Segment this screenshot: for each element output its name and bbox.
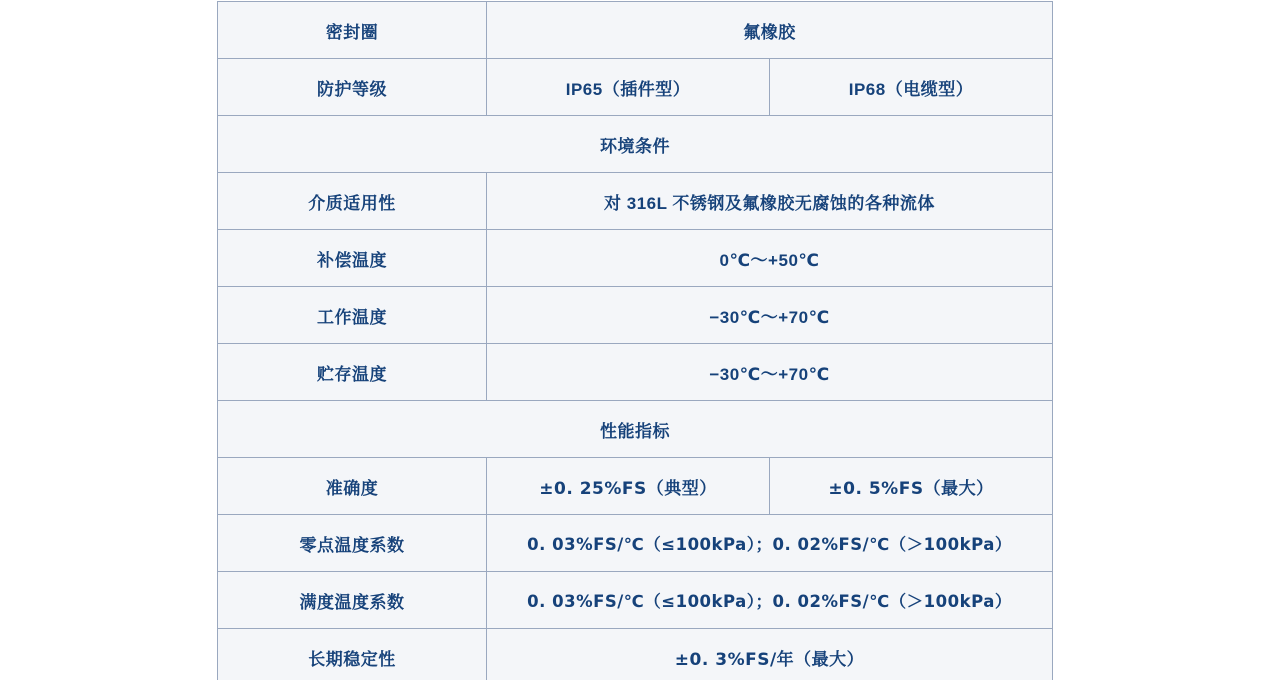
row-label: 密封圈 bbox=[218, 2, 487, 59]
row-value-left: IP65（插件型） bbox=[487, 59, 770, 116]
table-row bbox=[218, 629, 1053, 680]
row-value: 0. 03%FS/℃（≤100kPa）；0. 02%FS/℃（＞100kPa） bbox=[487, 515, 1053, 572]
row-value: 0℃～+50℃ bbox=[487, 230, 1053, 287]
table-row bbox=[218, 458, 1053, 515]
section-header: 环境条件 bbox=[218, 116, 1053, 173]
table-row bbox=[218, 515, 1053, 572]
table-row bbox=[218, 59, 1053, 116]
specification-table bbox=[217, 1, 1053, 680]
row-value: 氟橡胶 bbox=[487, 2, 1053, 59]
row-value: 对 316L 不锈钢及氟橡胶无腐蚀的各种流体 bbox=[487, 173, 1053, 230]
row-label: 满度温度系数 bbox=[218, 572, 487, 629]
row-label: 补偿温度 bbox=[218, 230, 487, 287]
row-label: 长期稳定性 bbox=[218, 629, 487, 680]
row-label: 工作温度 bbox=[218, 287, 487, 344]
section-header: 性能指标 bbox=[218, 401, 1053, 458]
row-value: ±0. 3%FS/年（最大） bbox=[487, 629, 1053, 680]
row-label: 准确度 bbox=[218, 458, 487, 515]
table-section-row bbox=[218, 116, 1053, 173]
row-value: −30℃～+70℃ bbox=[487, 287, 1053, 344]
table-row bbox=[218, 287, 1053, 344]
table-row bbox=[218, 173, 1053, 230]
row-value-right: ±0. 5%FS（最大） bbox=[770, 458, 1053, 515]
table-row bbox=[218, 2, 1053, 59]
row-value-left: ±0. 25%FS（典型） bbox=[487, 458, 770, 515]
row-value: −30℃～+70℃ bbox=[487, 344, 1053, 401]
table-row bbox=[218, 344, 1053, 401]
table-row bbox=[218, 230, 1053, 287]
table-section-row bbox=[218, 401, 1053, 458]
row-label: 介质适用性 bbox=[218, 173, 487, 230]
row-value-right: IP68（电缆型） bbox=[770, 59, 1053, 116]
row-label: 贮存温度 bbox=[218, 344, 487, 401]
row-value: 0. 03%FS/℃（≤100kPa）；0. 02%FS/℃（＞100kPa） bbox=[487, 572, 1053, 629]
table-row bbox=[218, 572, 1053, 629]
row-label: 防护等级 bbox=[218, 59, 487, 116]
row-label: 零点温度系数 bbox=[218, 515, 487, 572]
